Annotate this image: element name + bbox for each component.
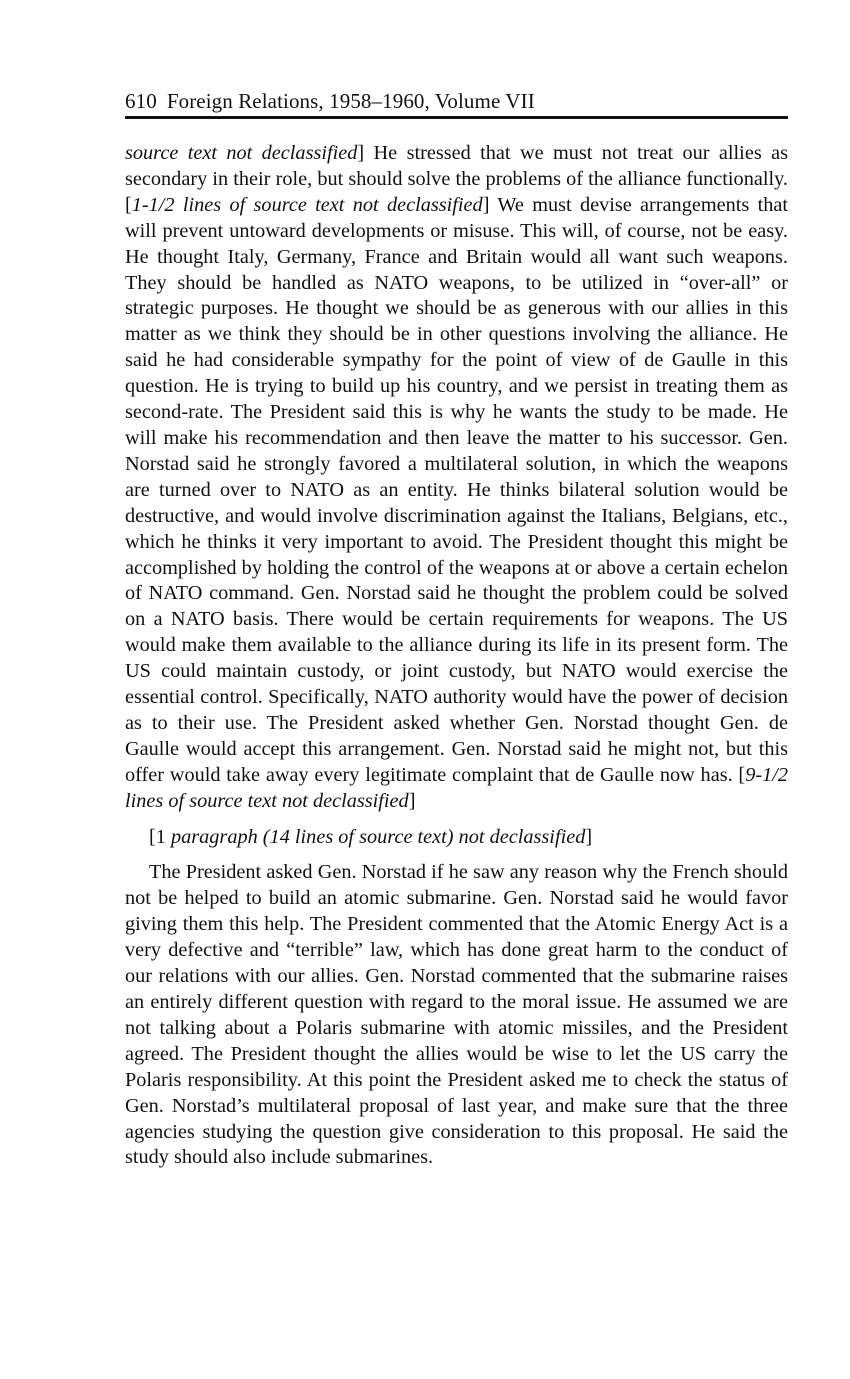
text-segment: ] (408, 789, 416, 812)
running-header (125, 88, 788, 119)
redaction-note: source text not declassified (125, 142, 358, 164)
body-text (125, 141, 788, 1171)
text-segment: ] We must devise arrangements that will prevent untoward developments or misuse. This will, of course, not be easy. He thought Italy, Germany, France and Britain would all want such weapons. They should be handled as NATO weapons, to be utilized in “over-all” or strategic purposes. He thought we should be as generous with our allies in this matter as we think they should be in other questions involving the alliance. He said he had considerable sympathy for the point of view of de Gaulle in this question. He is trying to build up his country, and we persist in treating them as second-rate. The President said this is why he wants the study to be made. He will make his recommendation and then leave the matter to his successor. Gen. Norstad said he strongly favored a multilateral solution, in which the weapons are turned over to NATO as an entity. He thinks bilateral solution would be destructive, and would involve discrimination against the Italians, Belgians, etc., which he thinks it very important to avoid. The President thought this might be accomplished by holding the control of the weapons at or above a certain echelon of NATO command. Gen. Norstad said he thought the problem could be solved on a NATO basis. There would be certain requirements for weapons. The US would make them available to the alliance during its life in its present form. The US could maintain custody, or joint custody, but NATO would exercise the essential control. Specifically, NATO authority would have the power of decision as to their use. The President asked whether Gen. Norstad thought Gen. de Gaulle would accept this arrangement. Gen. Norstad said he might not, but this offer would take away every legitimate complaint that de Gaulle now has. [ (125, 193, 788, 786)
text-segment: [1 (149, 825, 171, 848)
text-segment: ] (585, 825, 593, 848)
paragraph-3 (125, 860, 788, 1171)
redaction-note: 9-1/2 lines of source text not declassified (125, 763, 788, 812)
text-segment: ] He stressed that we must not treat our allies as secondary in their role, but should solve the problems of the alliance functionally. [ (125, 142, 788, 216)
volume-title: Foreign Relations, 1958–1960, Volume VII (166, 89, 535, 113)
page-number: 610 (125, 89, 157, 113)
document-page (125, 88, 788, 1171)
redaction-note: 1-1/2 lines of source text not declassified (131, 193, 483, 216)
paragraph-2-redaction (125, 825, 788, 851)
paragraph-1 (125, 141, 788, 815)
text-segment: The President asked Gen. Norstad if he saw any reason why the French should not be helped to build an atomic submarine. Gen. Norstad said he would favor giving them this help. The President commented that the Atomic Energy Act is a very defective and “terrible” law, which has done great harm to the conduct of our relations with our allies. Gen. Norstad commented that the submarine raises an entirely different question with regard to the moral issue. He assumed we are not talking about a Polaris submarine with atomic missiles, and the President agreed. The President thought the allies would be wise to let the US carry the Polaris responsibility. At this point the President asked me to check the status of Gen. Norstad’s multilateral proposal of last year, and make sure that the three agencies studying the question give consideration to this proposal. He said the study should also include submarines. (125, 861, 788, 1169)
redaction-note: paragraph (14 lines of source text) not declassified (170, 825, 586, 848)
